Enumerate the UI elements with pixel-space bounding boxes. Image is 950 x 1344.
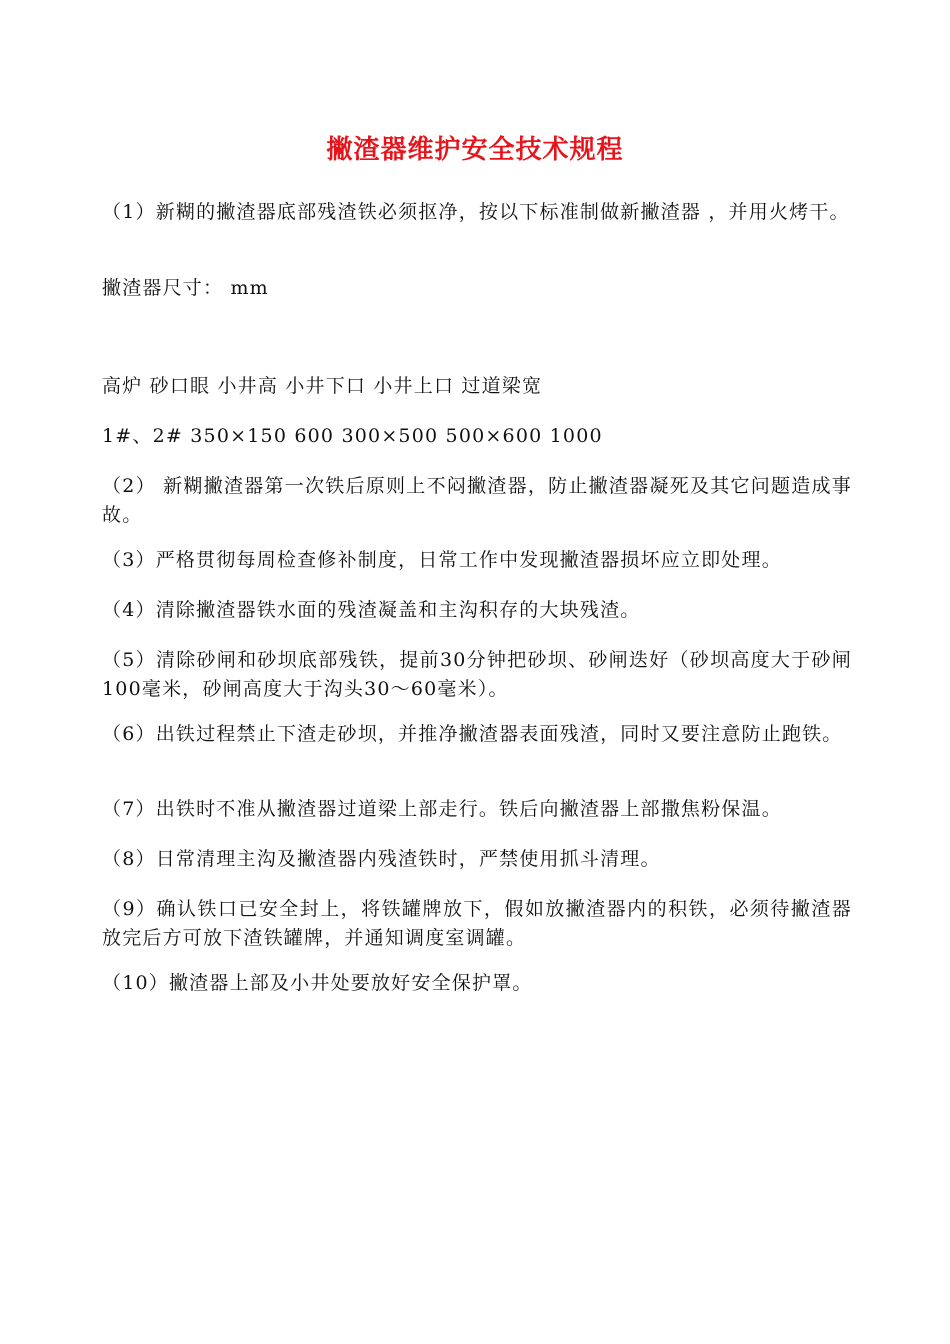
paragraph-7: （7）出铁时不准从撇渣器过道梁上部走行。铁后向撇渣器上部撒焦粉保温。 <box>102 798 782 820</box>
paragraph-10: （10）撇渣器上部及小井处要放好安全保护罩。 <box>102 972 533 994</box>
paragraph-1: （1）新糊的撇渣器底部残渣铁必须抠净，按以下标准制做新撇渣器 ，并用火烤干。 <box>102 201 850 223</box>
paragraph-4: （4）清除撇渣器铁水面的残渣凝盖和主沟积存的大块残渣。 <box>102 599 641 621</box>
paragraph-5: （5）清除砂闸和砂坝底部残铁，提前30分钟把砂坝、砂闸迭好（砂坝高度大于砂闸100毫米，砂闸高度大于沟头30～60毫米）。 <box>102 649 852 700</box>
paragraph-8: （8）日常清理主沟及撇渣器内残渣铁时，严禁使用抓斗清理。 <box>102 848 661 870</box>
paragraph-3: （3）严格贯彻每周检查修补制度，日常工作中发现撇渣器损坏应立即处理。 <box>102 549 782 571</box>
paragraph-size-label: 撇渣器尺寸： mm <box>102 277 269 299</box>
paragraph-9: （9）确认铁口已安全封上，将铁罐牌放下，假如放撇渣器内的积铁，必须待撇渣器放完后方可放下渣铁罐牌，并通知调度室调罐。 <box>102 898 852 949</box>
page-title: 撇渣器维护安全技术规程 <box>326 135 624 165</box>
paragraph-table-header: 高炉 砂口眼 小井高 小井下口 小井上口 过道梁宽 <box>102 375 543 397</box>
paragraph-table-row: 1#、2# 350×150 600 300×500 500×600 1000 <box>102 425 603 447</box>
paragraph-6: （6）出铁过程禁止下渣走砂坝，并推净撇渣器表面残渣，同时又要注意防止跑铁。 <box>102 723 843 745</box>
paragraph-2: （2） 新糊撇渣器第一次铁后原则上不闷撇渣器，防止撇渣器凝死及其它问题造成事故。 <box>102 475 852 526</box>
